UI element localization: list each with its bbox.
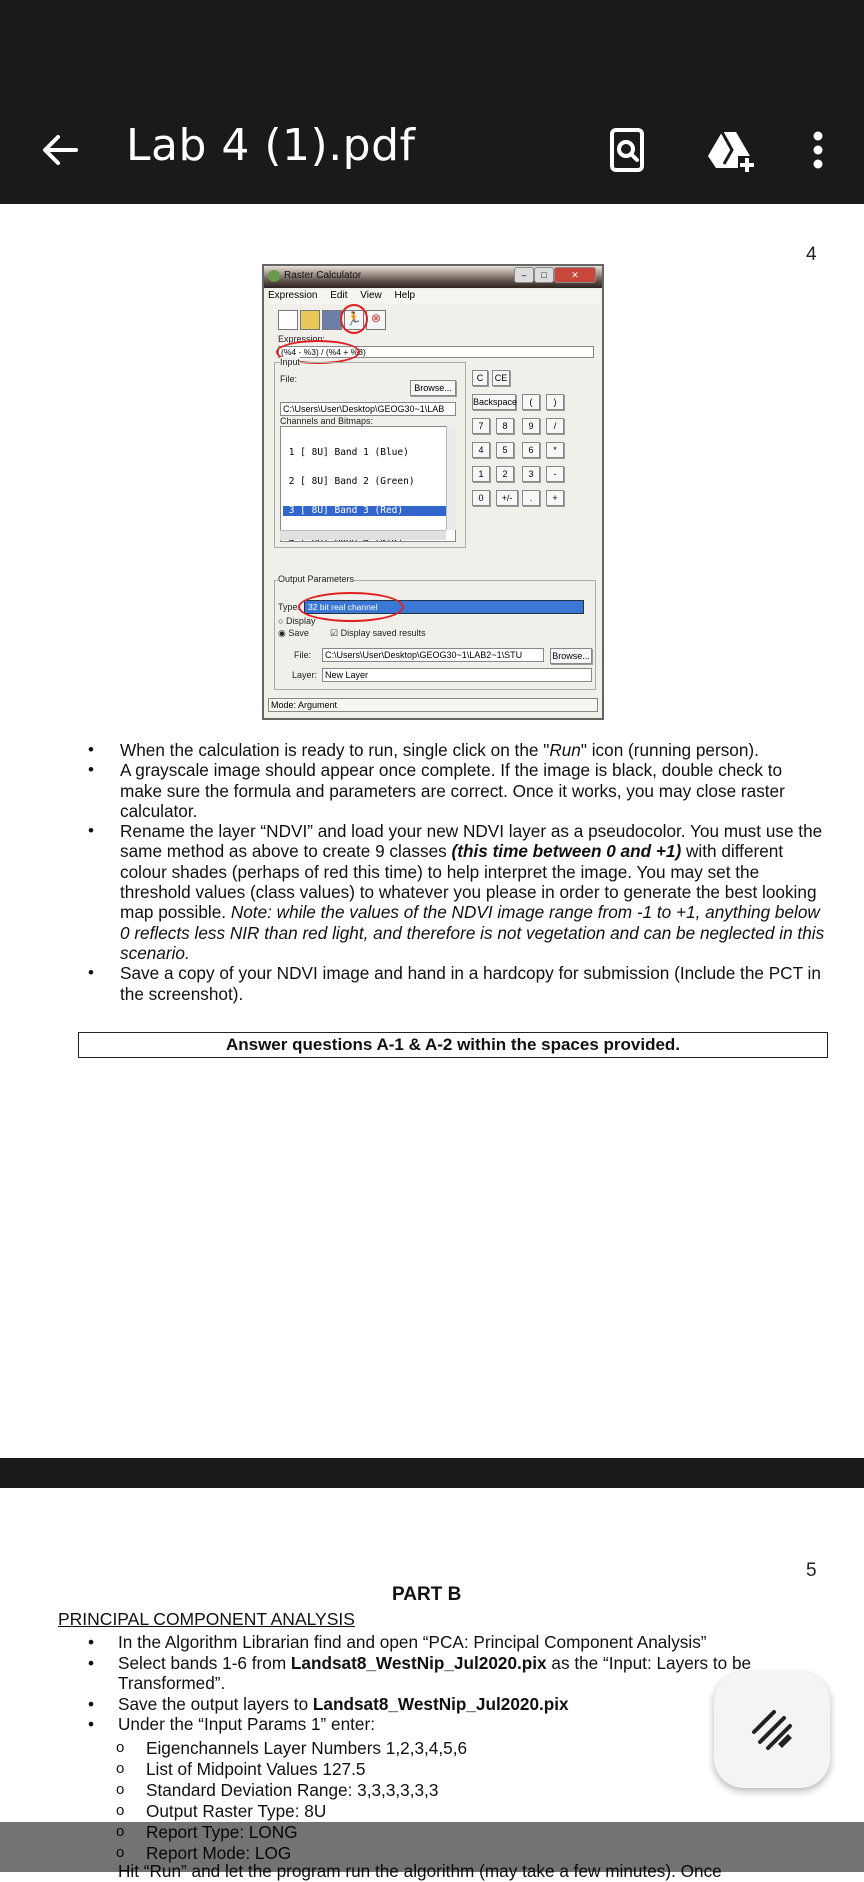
text-run-bold: Landsat8_WestNip_Jul2020.pix bbox=[290, 1652, 547, 1673]
text-run: Rename the layer “NDVI” and load your new NDVI layer as a pseudocolor. You must use the same method as above to create 9 classes bbox=[120, 821, 823, 862]
list-item bbox=[88, 740, 828, 760]
menu-expression: Expression bbox=[268, 290, 318, 301]
display-radio: ○ Display bbox=[278, 616, 316, 626]
key-close-paren: ) bbox=[546, 394, 564, 410]
save-radio: ◉ Save bbox=[278, 628, 309, 638]
text-run-bold: Landsat8_WestNip_Jul2020.pix bbox=[312, 1693, 569, 1714]
section-subheading: PRINCIPAL COMPONENT ANALYSIS bbox=[58, 1609, 355, 1629]
page-number: 5 bbox=[806, 1560, 817, 1581]
text-run-bold-italic: (this time between 0 and +1) bbox=[451, 841, 682, 862]
edit-annotate-icon bbox=[744, 1702, 800, 1758]
text-run: Save a copy of your NDVI image and hand in a hardcopy for submission (Include the PCT in the screenshot). bbox=[120, 963, 821, 1004]
key-minus: - bbox=[546, 466, 564, 482]
type-label: Type: bbox=[278, 602, 301, 612]
expression-field: (%4 - %3) / (%4 + %3) bbox=[278, 346, 594, 358]
list-item: 2 [ 8U] Band 2 (Green) bbox=[283, 475, 415, 487]
run-highlight-circle bbox=[340, 304, 368, 334]
stop-icon: ⊗ bbox=[366, 310, 386, 330]
arrow-back-icon[interactable] bbox=[36, 126, 84, 174]
vertical-scrollbar bbox=[446, 426, 456, 530]
open-icon bbox=[300, 310, 320, 330]
sub-list-item: o Eigenchannels Layer Numbers 1,2,3,4,5,6 bbox=[146, 1738, 467, 1759]
key-backspace: Backspace bbox=[472, 394, 516, 410]
document-title: Lab 4 (1).pdf bbox=[126, 120, 416, 171]
channels-list bbox=[280, 426, 456, 542]
text-run-italic: Note: while the values of the NDVI image range from -1 to +1, anything below 0 reflects less NIR than red light, and therefore is not vegetation and can be neglected in this scenario. bbox=[120, 902, 825, 963]
key-open-paren: ( bbox=[522, 394, 540, 410]
file-label: File: bbox=[280, 374, 298, 384]
display-saved-checkbox: ☑ Display saved results bbox=[330, 628, 426, 638]
list-item bbox=[88, 1653, 808, 1694]
raster-calculator-screenshot bbox=[262, 264, 604, 720]
key-multiply: * bbox=[546, 442, 564, 458]
page-number: 4 bbox=[806, 244, 817, 265]
pca-instruction-list bbox=[88, 1632, 808, 1735]
key-9: 9 bbox=[522, 418, 540, 434]
output-parameters-label: Output Parameters bbox=[278, 574, 355, 584]
layer-label: Layer: bbox=[292, 670, 318, 680]
find-in-page-icon[interactable] bbox=[596, 120, 656, 180]
output-file-path: C:\Users\User\Desktop\GEOG30~1\LAB2~1\STU bbox=[322, 648, 544, 662]
sub-list-item: o Standard Deviation Range: 3,3,3,3,3,3 bbox=[146, 1780, 438, 1801]
list-item bbox=[88, 760, 828, 821]
menu-edit: Edit bbox=[330, 290, 348, 301]
key-6: 6 bbox=[522, 442, 540, 458]
key-decimal: . bbox=[522, 490, 540, 506]
list-item-selected: 3 [ 8U] Band 3 (Red) bbox=[283, 506, 455, 516]
status-bar bbox=[0, 0, 864, 96]
window-titlebar bbox=[264, 266, 602, 288]
save-label: Save bbox=[288, 628, 309, 638]
new-icon bbox=[278, 310, 298, 330]
key-8: 8 bbox=[496, 418, 514, 434]
save-icon bbox=[322, 310, 342, 330]
maximize-icon: □ bbox=[534, 267, 554, 283]
channels-label: Channels and Bitmaps: bbox=[280, 416, 374, 426]
text-run: as the “Input: Layers to be Transformed”. bbox=[118, 1652, 752, 1694]
key-c: C bbox=[472, 370, 488, 386]
layer-field: New Layer bbox=[322, 668, 592, 682]
browse-button: Browse... bbox=[410, 380, 456, 396]
text-run: When the calculation is ready to run, single click on the " bbox=[120, 740, 550, 760]
instruction-list bbox=[88, 740, 828, 1004]
app-bar bbox=[0, 96, 864, 204]
key-ce: CE bbox=[492, 370, 510, 386]
section-heading: PART B bbox=[392, 1584, 462, 1605]
display-saved-label: Display saved results bbox=[340, 628, 426, 638]
input-label: Input bbox=[280, 357, 301, 367]
list-item bbox=[88, 963, 828, 1004]
list-item bbox=[88, 1714, 808, 1735]
annotate-fab[interactable] bbox=[714, 1672, 830, 1788]
menu-bar bbox=[268, 290, 600, 304]
key-divide: / bbox=[546, 418, 564, 434]
key-3: 3 bbox=[522, 466, 540, 482]
text-run: Under the “Input Params 1” enter: bbox=[118, 1714, 375, 1735]
output-file-label: File: bbox=[294, 650, 312, 660]
sub-list-item: o Output Raster Type: 8U bbox=[146, 1801, 326, 1822]
menu-help: Help bbox=[394, 290, 416, 301]
key-plus: + bbox=[546, 490, 564, 506]
mode-status: Mode: Argument bbox=[268, 698, 598, 712]
answer-callout: Answer questions A-1 & A-2 within the spaces provided. bbox=[78, 1032, 828, 1058]
key-7: 7 bbox=[472, 418, 490, 434]
text-run: with different colour shades (perhaps of red this time) to help interpret the image. You may set the threshold values (class values) to whatever you please in order to generate the best looking map possible. bbox=[120, 841, 817, 923]
menu-view: View bbox=[360, 290, 382, 301]
key-2: 2 bbox=[496, 466, 514, 482]
text-run: Select bands 1-6 from bbox=[118, 1652, 291, 1673]
output-browse-button: Browse... bbox=[550, 648, 592, 664]
minimize-icon: – bbox=[514, 267, 534, 283]
key-1: 1 bbox=[472, 466, 490, 482]
add-to-drive-icon[interactable] bbox=[700, 120, 760, 180]
text-run-italic: Run bbox=[549, 740, 581, 760]
key-0: 0 bbox=[472, 490, 490, 506]
type-select: 32 bit real channel bbox=[304, 600, 584, 614]
text-run: In the Algorithm Librarian find and open “PCA: Principal Component Analysis” bbox=[118, 1632, 707, 1652]
horizontal-scrollbar bbox=[280, 530, 446, 540]
key-4: 4 bbox=[472, 442, 490, 458]
more-vert-icon[interactable] bbox=[788, 120, 848, 180]
sub-list-item: o List of Midpoint Values 127.5 bbox=[146, 1759, 365, 1780]
bottom-scrim bbox=[0, 1822, 864, 1872]
key-plus-minus: +/- bbox=[496, 490, 518, 506]
app-icon bbox=[268, 270, 280, 282]
input-file-path: C:\Users\User\Desktop\GEOG30~1\LAB bbox=[280, 402, 456, 416]
list-item bbox=[88, 821, 828, 963]
window-title: Raster Calculator bbox=[284, 270, 362, 281]
display-label: Display bbox=[285, 616, 316, 626]
list-item bbox=[88, 1632, 808, 1653]
page-separator bbox=[0, 1458, 864, 1488]
list-item: 1 [ 8U] Band 1 (Blue) bbox=[283, 446, 409, 458]
text-run: A grayscale image should appear once complete. If the image is black, double check to make sure the formula and parameters are correct. Once it works, you may close raster calculator. bbox=[120, 760, 785, 821]
list-item bbox=[88, 1694, 808, 1715]
expression-label: Expression: bbox=[278, 334, 326, 344]
close-icon: ✕ bbox=[554, 267, 596, 283]
text-run: " icon (running person). bbox=[580, 740, 759, 760]
key-5: 5 bbox=[496, 442, 514, 458]
run-icon: 🏃 bbox=[344, 310, 364, 330]
text-run: Save the output layers to bbox=[118, 1693, 313, 1714]
